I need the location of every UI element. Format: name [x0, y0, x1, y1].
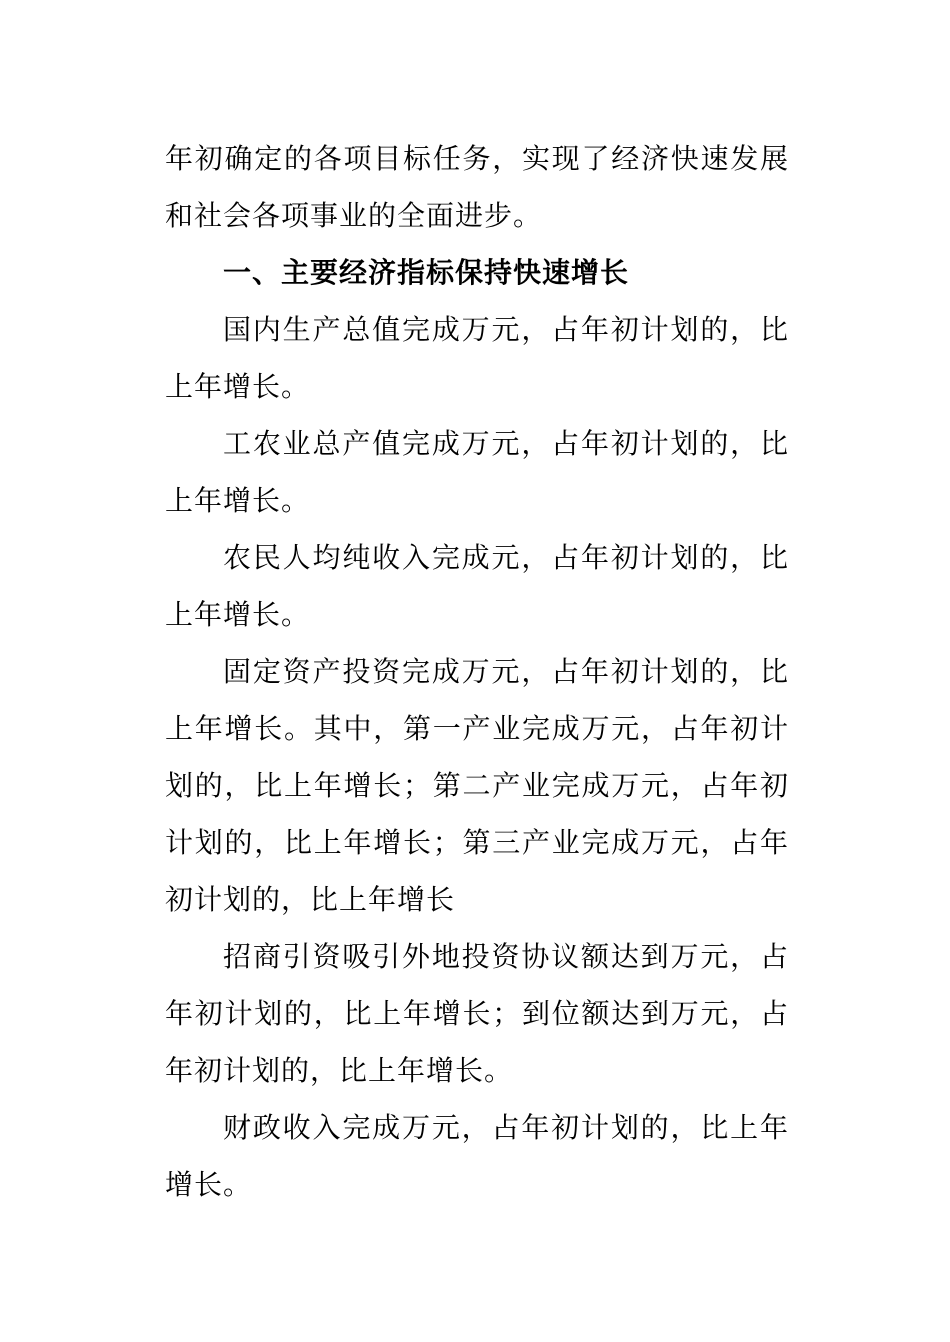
- paragraph-gdp: 国内生产总值完成万元，占年初计划的，比上年增长。: [165, 313, 789, 403]
- document-body: [165, 130, 789, 1213]
- section-heading: 一、主要经济指标保持快速增长: [223, 256, 630, 289]
- paragraph-investment-attraction: 招商引资吸引外地投资协议额达到万元，占年初计划的，比上年增长；到位额达到万元，占年初计划的，比上年增长。: [165, 940, 789, 1087]
- paragraph-fixed-asset-investment: 固定资产投资完成万元，占年初计划的，比上年增长。其中，第一产业完成万元，占年初计划的，比上年增长；第二产业完成万元，占年初计划的，比上年增长；第三产业完成万元，占年初计划的，比上年增长: [165, 655, 789, 916]
- paragraph-farmer-income: 农民人均纯收入完成元，占年初计划的，比上年增长。: [165, 541, 789, 631]
- paragraph-continuation: 年初确定的各项目标任务，实现了经济快速发展和社会各项事业的全面进步。: [165, 142, 789, 232]
- paragraph-industrial-agricultural-output: 工农业总产值完成万元，占年初计划的，比上年增长。: [165, 427, 789, 517]
- paragraph-fiscal-revenue: 财政收入完成万元，占年初计划的，比上年增长。: [165, 1111, 789, 1201]
